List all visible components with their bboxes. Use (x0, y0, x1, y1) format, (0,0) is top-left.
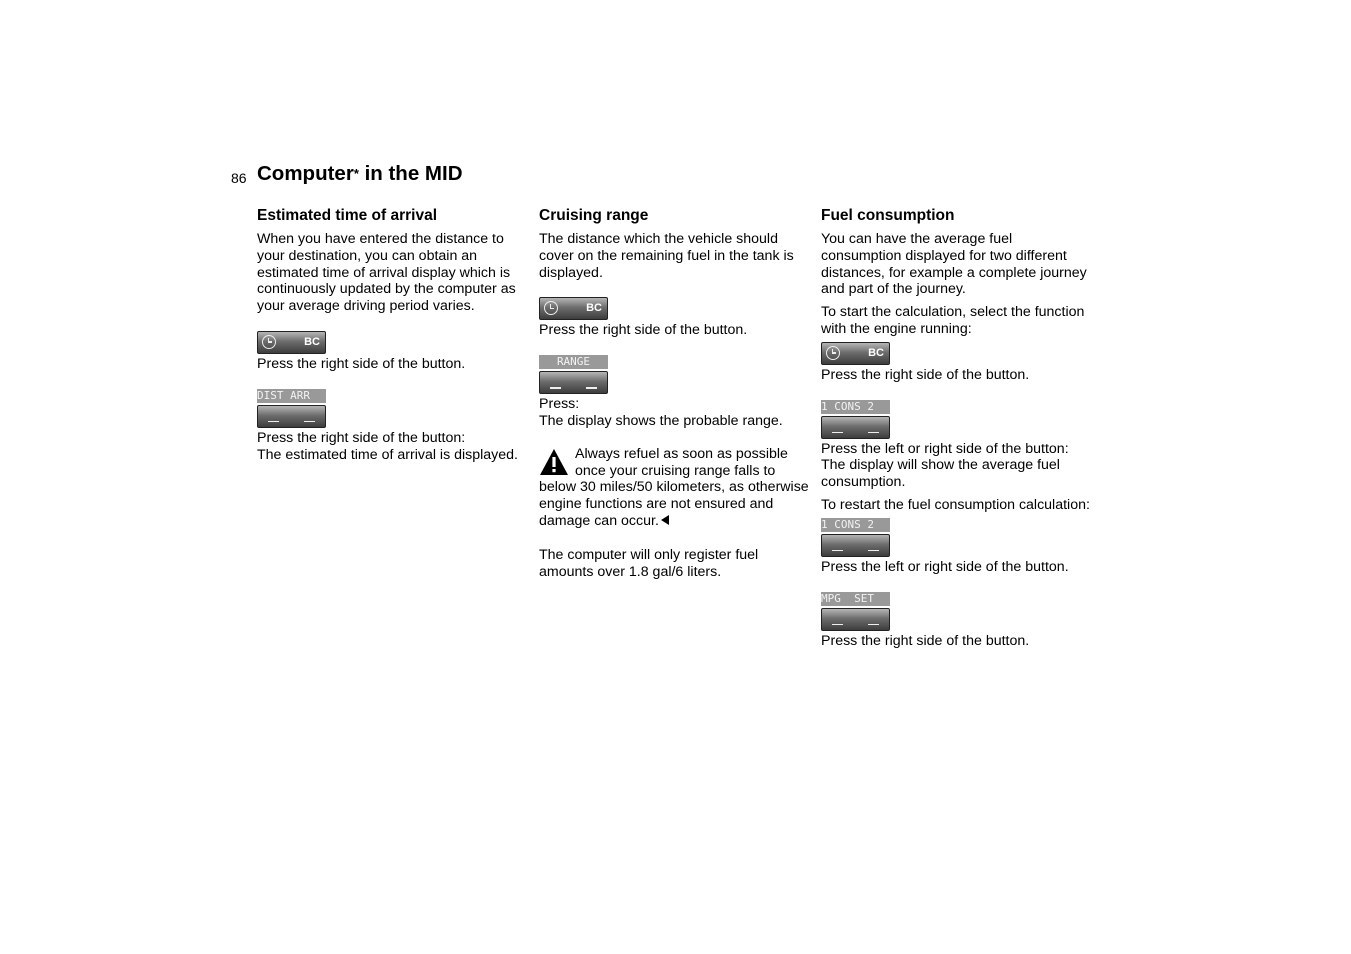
instruction-step: Press: (539, 396, 580, 413)
lcd-display: 1 CONS 2 (821, 518, 890, 532)
clock-icon (262, 335, 276, 349)
instruction-step: Press the right side of the button. (257, 355, 466, 372)
section-heading: Cruising range (539, 207, 649, 224)
bc-button[interactable] (257, 331, 326, 354)
instruction-step: Press the right side of the button. (821, 366, 1030, 383)
section-heading: Fuel consumption (821, 207, 955, 224)
warning-note (539, 446, 811, 530)
bc-button[interactable] (539, 297, 608, 320)
start-instruction: To start the calculation, select the function with the engine running: (821, 304, 1085, 337)
dash-left-icon (832, 550, 843, 552)
dash-right-icon (304, 421, 315, 423)
title-main: Computer (257, 162, 354, 185)
rocker-button[interactable] (539, 371, 608, 394)
bc-label: BC (868, 346, 884, 359)
section-intro: When you have entered the distance to your destination, you can obtain an estimated time of arrival display which is continuously updated by the computer as your average driving period varies. (257, 231, 516, 315)
instruction-step: Press the right side of the button. (539, 322, 748, 339)
section-cruising-range (539, 206, 811, 580)
section-intro: The distance which the vehicle should cover on the remaining fuel in the tank is displayed. (539, 231, 794, 281)
lcd-display: DIST ARR (257, 389, 326, 403)
section-heading: Estimated time of arrival (257, 207, 438, 224)
dash-left-icon (268, 421, 279, 423)
dash-left-icon (832, 432, 843, 434)
bc-button[interactable] (821, 342, 890, 365)
restart-instruction: To restart the fuel consumption calculation: (821, 496, 1090, 513)
lcd-display: RANGE (539, 355, 608, 369)
section-intro: You can have the average fuel consumption displayed for two different distances, for example a complete journey and part of the journey. (821, 231, 1087, 298)
bc-label: BC (304, 335, 320, 348)
warning-triangle-icon (539, 448, 569, 476)
section-estimated-arrival (257, 206, 529, 463)
fuel-note: The computer will only register fuel amounts over 1.8 gal/6 liters. (539, 546, 759, 580)
bc-label: BC (586, 302, 602, 315)
dash-left-icon (832, 624, 843, 626)
dash-right-icon (868, 624, 879, 626)
instruction-step: Press the right side of the button: (257, 429, 466, 446)
dash-right-icon (586, 387, 597, 389)
instruction-result: The display shows the probable range. (539, 412, 783, 429)
instruction-result: The estimated time of arrival is displayed. (257, 446, 519, 463)
section-fuel-consumption (821, 206, 1093, 649)
rocker-button[interactable] (821, 416, 890, 439)
instruction-step: Press the left or right side of the button. (821, 558, 1069, 575)
lcd-display: MPG SET (821, 592, 890, 606)
end-mark-icon (661, 515, 669, 525)
dash-left-icon (550, 387, 561, 389)
title-star: * (353, 166, 359, 181)
rocker-button[interactable] (257, 405, 326, 428)
dash-right-icon (868, 432, 879, 434)
dash-right-icon (868, 550, 879, 552)
rocker-button[interactable] (821, 608, 890, 631)
clock-icon (826, 346, 840, 360)
instruction-step: Press the left or right side of the button: (821, 440, 1069, 457)
instruction-result: The display will show the average fuel consumption. (821, 457, 1060, 491)
page-title (257, 162, 463, 186)
rocker-button[interactable] (821, 534, 890, 557)
title-rest: in the MID (358, 162, 463, 185)
page-number: 86 (231, 170, 247, 186)
warning-text: Always refuel as soon as possible once your cruising range falls to below 30 miles/50 kilometers, as otherwise engine functions are not ensured and damage can occur. (539, 445, 809, 529)
lcd-display: 1 CONS 2 (821, 400, 890, 414)
instruction-step: Press the right side of the button. (821, 632, 1030, 649)
clock-icon (544, 301, 558, 315)
